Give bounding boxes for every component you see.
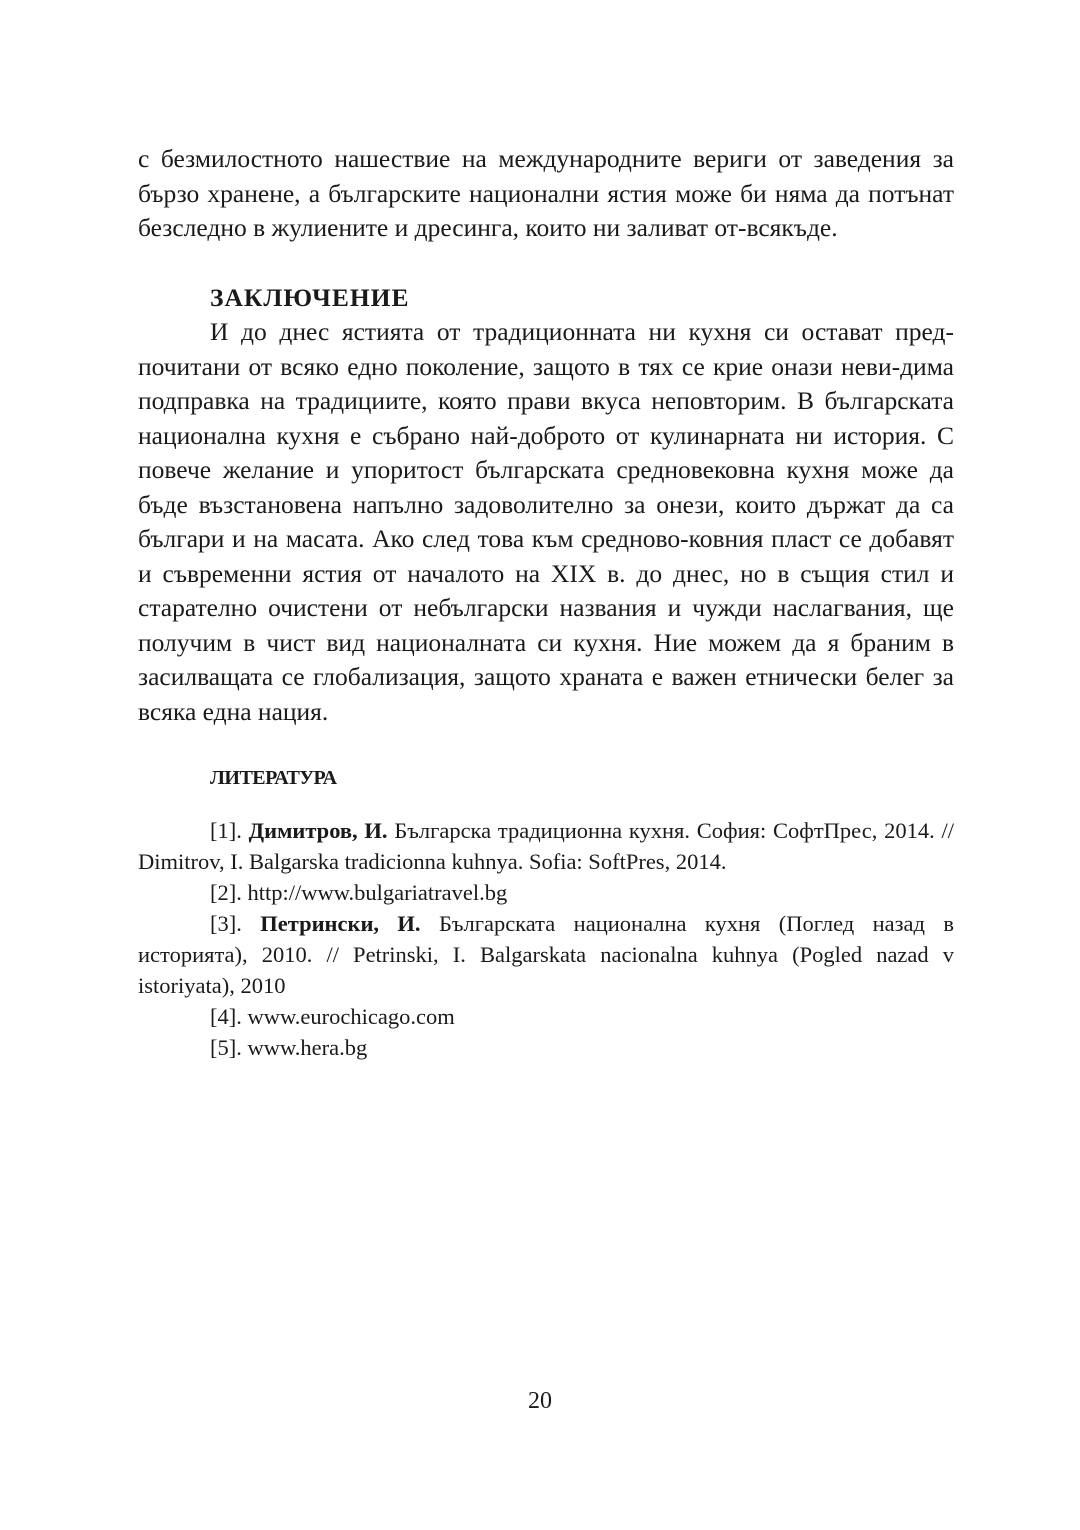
reference-list	[138, 815, 954, 1063]
reference-text: http://www.bulgariatravel.bg	[247, 880, 508, 905]
conclusion-paragraph: И до днес ястията от традиционната ни кухня си остават пред-почитани от всяко едно поколение, защото в тях се крие онази неви-дима подправка на традициите, която прави вкуса неповторим. В българската национална кухня е събрано най-доброто от кулинарната ни история. С повече желание и упоритост българската средновековна кухня може да бъде възстановена напълно задоволително за онези, които държат да са българи и на масата. Ако след това към средново-ковния пласт се добавят и съвременни ястия от началото на XIX в. до днес, но в същия стил и старателно очистени от небългарски названия и чужди наслагвания, ще получим в чист вид националната си кухня. Ние можем да я браним в засилващата се глобализация, защото храната е важен етнически белег за всяка една нация.	[138, 317, 954, 726]
reference-text: www.hera.bg	[247, 1035, 368, 1060]
reference-number: [1].	[210, 818, 249, 843]
conclusion-heading: ЗАКЛЮЧЕНИЕ	[210, 282, 410, 312]
reference-item-3	[138, 908, 954, 1001]
reference-text: Българската национална кухня (Поглед назад в историята), 2010. // Petrinski, I. Balgarskata nacionalna kuhnya (Pogled nazad v istoriyata), 2010	[138, 911, 954, 998]
reference-number: [5].	[210, 1035, 248, 1060]
intro-paragraph: с безмилостното нашествие на международните вериги от заведения за бързо хранене, а българските национални ястия може би няма да потънат безследно в жулиените и дресинга, които ни заливат от-всякъде.	[138, 144, 954, 242]
page-number: 20	[528, 1388, 552, 1414]
reference-text: Българска традиционна кухня. София: СофтПрес, 2014. // Dimitrov, I. Balgarska tradicionna kuhnya. Sofia: SoftPres, 2014.	[138, 818, 954, 874]
reference-number: [3].	[210, 911, 261, 936]
reference-item-1	[138, 815, 954, 877]
reference-item-5	[138, 1032, 954, 1063]
page-content	[138, 142, 954, 1063]
reference-author: Димитров, И.	[248, 818, 388, 843]
reference-number: [4].	[210, 1004, 248, 1029]
reference-item-4	[138, 1001, 954, 1032]
reference-item-2	[138, 877, 954, 908]
reference-number: [2].	[210, 880, 248, 905]
reference-author: Петрински, И.	[260, 911, 421, 936]
literature-heading: ЛИТЕРАТУРА	[210, 767, 337, 789]
reference-text: www.eurochicago.com	[247, 1004, 455, 1029]
